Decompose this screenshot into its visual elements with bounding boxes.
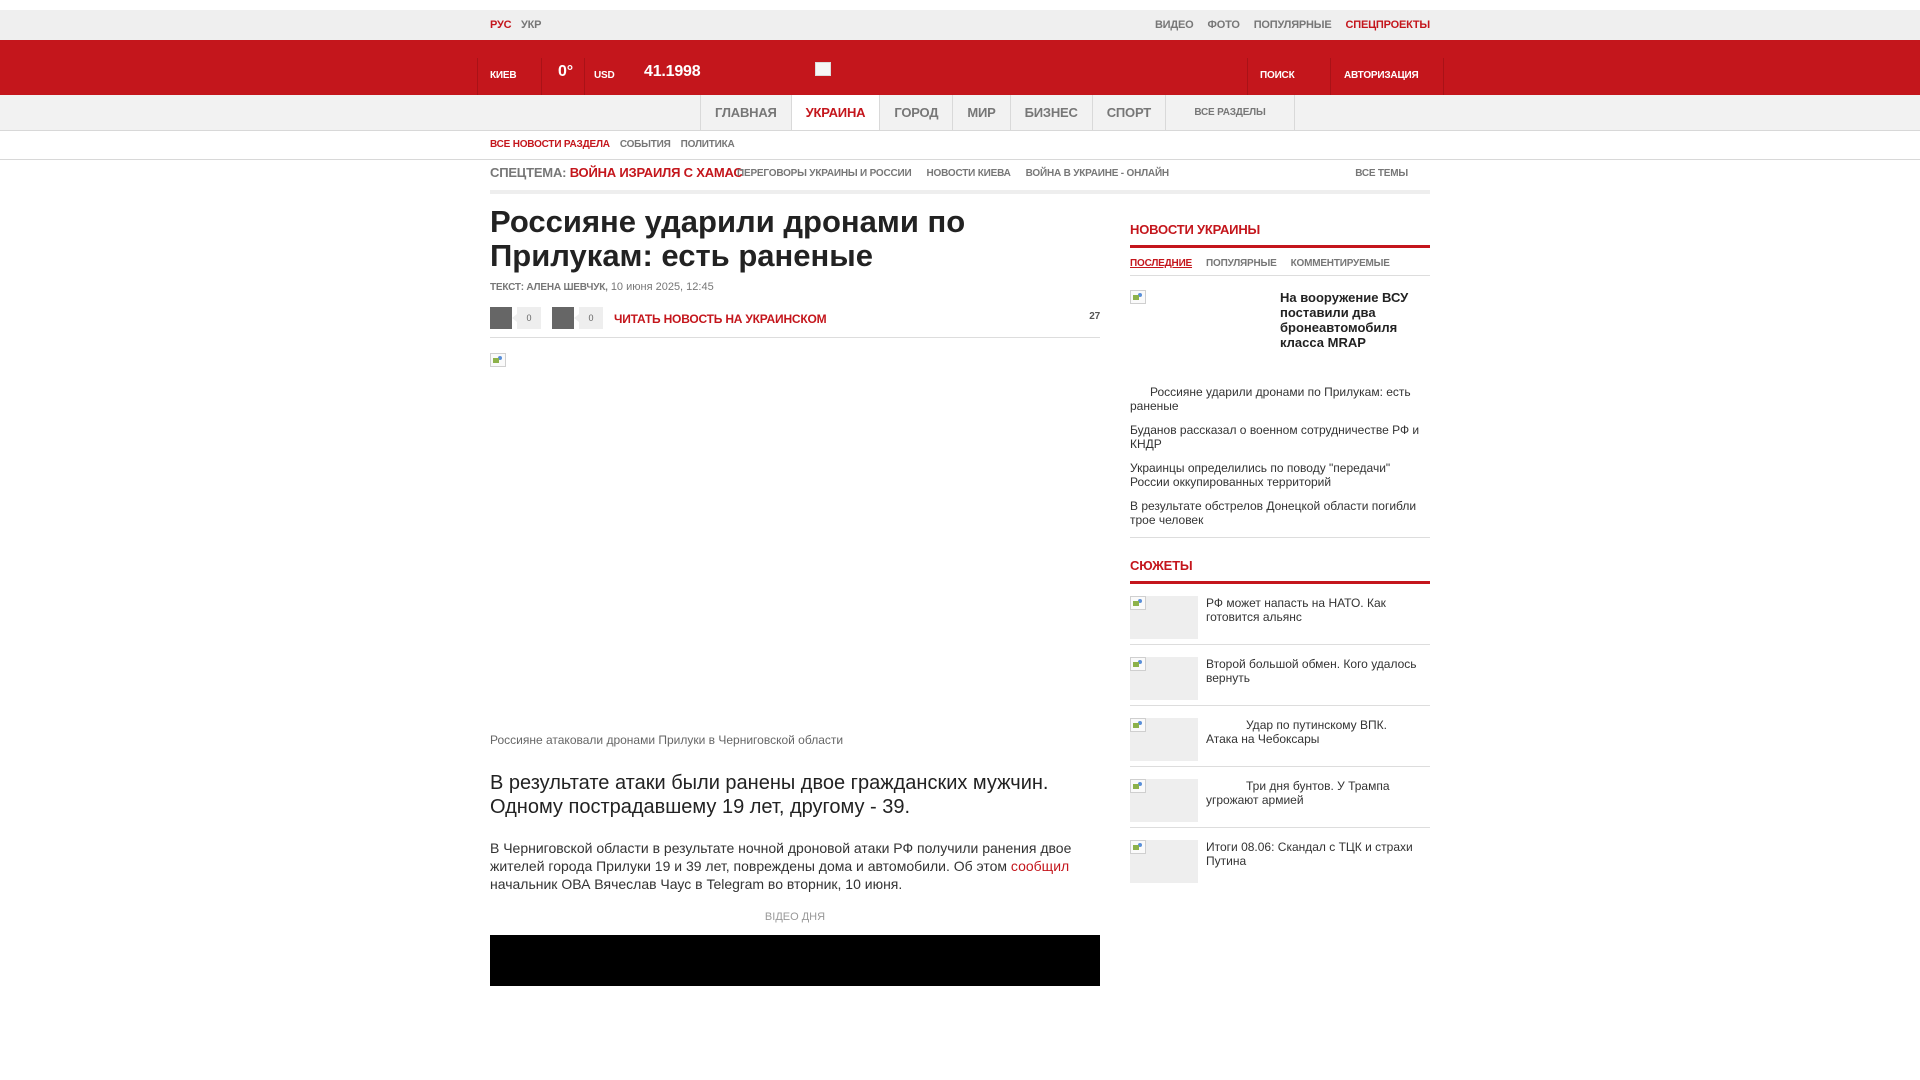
topic-link[interactable]: НОВОСТИ КИЕВА [926, 168, 1011, 179]
photo-link[interactable]: ФОТО [1207, 19, 1240, 31]
article-lead: В результате атаки были ранены двое гражданских мужчин. Одному пострадавшему 19 лет, другому - 39. [490, 772, 1049, 818]
header-divider [1330, 58, 1331, 95]
story-thumb [1130, 596, 1198, 639]
section-tabs [700, 95, 1295, 130]
stories-title[interactable]: СЮЖЕТЫ [1130, 558, 1430, 584]
image-caption: Россияне атаковали дронами Прилуки в Черниговской области [490, 733, 844, 747]
news-list [1130, 385, 1430, 527]
article-date: 10 июня 2025, 12:45 [610, 281, 714, 293]
weather-city: КИЕВ [490, 70, 517, 81]
currency-rate: 41.1998 [644, 63, 701, 80]
news-list-item[interactable]: В результате обстрелов Донецкой области погибли трое человек [1130, 499, 1417, 527]
feature-news-item[interactable] [1130, 290, 1430, 385]
broken-image-icon [1130, 596, 1146, 612]
sidebar [1130, 222, 1430, 888]
news-list-item[interactable]: Буданов рассказал о военном сотрудничестве РФ и КНДР [1130, 423, 1420, 451]
share-icon [490, 307, 512, 329]
tab-latest[interactable]: ПОСЛЕДНИЕ [1130, 258, 1193, 269]
topic-links [737, 168, 1169, 179]
share-count: 0 [517, 307, 541, 329]
share-button-2[interactable] [552, 307, 603, 329]
tab-sport[interactable]: СПОРТ [1092, 95, 1165, 130]
special-topics [490, 160, 1430, 194]
story-thumb [1130, 779, 1198, 822]
body-text: В Черниговской области в результате ночной дроновой атаки РФ получили ранения двое жителей города Прилуки 19 и 39 лет, повреждены дома и автомобили. Об этом [490, 840, 1072, 874]
news-tabs [1130, 258, 1430, 269]
story-thumb [1130, 840, 1198, 883]
story-title[interactable]: Итоги 08.06: Скандал с ТЦК и страхи Путина [1206, 840, 1413, 868]
article-author: ТЕКСТ: АЛЕНА ШЕВЧУК, [490, 282, 608, 293]
article-actions [490, 307, 1100, 338]
share-button-1[interactable] [490, 307, 541, 329]
sub-nav [0, 131, 1920, 160]
story-title[interactable]: Второй большой обмен. Кого удалось вернуть [1206, 657, 1417, 685]
broken-image-icon [1130, 290, 1146, 306]
body-text: начальник ОВА Вячеслав Чаус в Telegram во вторник, 10 июня. [490, 876, 903, 892]
story-item[interactable] [1130, 828, 1430, 888]
tab-all-sections[interactable]: ВСЕ РАЗДЕЛЫ [1165, 95, 1295, 130]
special-topic-label [490, 165, 743, 180]
share-count: 0 [579, 307, 603, 329]
ukraine-news-title[interactable]: НОВОСТИ УКРАИНЫ [1130, 222, 1430, 248]
article [490, 205, 1100, 986]
broken-image-icon [1130, 718, 1146, 734]
tab-city[interactable]: ГОРОД [879, 95, 952, 130]
header-divider [584, 58, 585, 95]
story-item[interactable] [1130, 706, 1430, 767]
story-item[interactable] [1130, 645, 1430, 706]
broken-image-icon [1130, 779, 1146, 795]
currency-label: USD [594, 70, 615, 81]
popular-link[interactable]: ПОПУЛЯРНЫЕ [1253, 19, 1332, 31]
feature-news-title[interactable]: На вооружение ВСУ поставили два бронеавтомобиля класса MRAP [1280, 290, 1409, 350]
site-logo[interactable] [815, 62, 831, 78]
video-of-day-label: ВІДЕО ДНЯ [764, 911, 826, 923]
broken-image-icon [1130, 657, 1146, 673]
special-projects-link[interactable]: СПЕЦПРОЕКТЫ [1345, 19, 1430, 31]
subnav-events[interactable]: СОБЫТИЯ [619, 139, 671, 150]
story-item[interactable] [1130, 584, 1430, 645]
topic-link[interactable]: ПЕРЕГОВОРЫ УКРАИНЫ И РОССИИ [737, 168, 912, 179]
news-list-item[interactable]: Россияне ударили дронами по Прилукам: есть раненые [1130, 385, 1411, 413]
tab-ukraine[interactable]: УКРАИНА [791, 95, 880, 130]
tab-popular[interactable]: ПОПУЛЯРНЫЕ [1206, 258, 1277, 269]
header-divider [477, 58, 478, 95]
story-item[interactable] [1130, 767, 1430, 828]
header-divider [1247, 58, 1248, 95]
lang-rus-link[interactable]: РУС [490, 19, 512, 31]
story-title[interactable]: Удар по путинскому ВПК. Атака на Чебоксары [1206, 718, 1387, 746]
auth-button[interactable]: АВТОРИЗАЦИЯ [1344, 70, 1419, 81]
top-bar [0, 10, 1920, 40]
special-topic-prefix: СПЕЦТЕМА: [490, 165, 567, 180]
tab-main[interactable]: ГЛАВНАЯ [700, 95, 791, 130]
article-body [490, 839, 1100, 893]
all-topics-link[interactable]: ВСЕ ТЕМЫ [1355, 168, 1408, 179]
story-thumb [1130, 657, 1198, 700]
article-main-image [490, 353, 1100, 733]
header-divider [1443, 58, 1444, 95]
story-title[interactable]: РФ может напасть на НАТО. Как готовится альянс [1206, 596, 1386, 624]
tab-business[interactable]: БИЗНЕС [1010, 95, 1092, 130]
story-thumb [1130, 718, 1198, 761]
video-link[interactable]: ВИДЕО [1154, 19, 1194, 31]
article-title: Россияне ударили дронами по Прилукам: есть раненые [490, 204, 966, 273]
search-button[interactable]: ПОИСК [1260, 70, 1295, 81]
header-divider [541, 58, 542, 95]
tab-commented[interactable]: КОММЕНТИРУЕМЫЕ [1290, 258, 1390, 269]
tab-world[interactable]: МИР [952, 95, 1009, 130]
special-topic-link[interactable]: ВОЙНА ИЗРАИЛЯ С ХАМАС [569, 165, 743, 180]
video-player[interactable] [490, 935, 1100, 986]
section-nav [0, 95, 1920, 131]
read-in-ukrainian-link[interactable]: ЧИТАТЬ НОВОСТЬ НА УКРАИНСКОМ [614, 312, 827, 326]
weather-temp: 0° [558, 63, 573, 80]
broken-image-icon [1130, 840, 1146, 856]
broken-image-icon [490, 353, 506, 369]
share-icon [552, 307, 574, 329]
subnav-politics[interactable]: ПОЛИТИКА [680, 139, 735, 150]
top-links [1155, 19, 1430, 31]
lang-ukr-link[interactable]: УКР [521, 19, 542, 31]
article-meta [490, 281, 1100, 293]
views-count: 27 [1089, 311, 1100, 322]
news-list-item[interactable]: Украинцы определились по поводу "передачи" России оккупированных территорий [1130, 461, 1391, 489]
topic-link[interactable]: ВОЙНА В УКРАИНЕ - ОНЛАЙН [1025, 168, 1169, 179]
sub-nav-items [490, 139, 735, 150]
subnav-all-news[interactable]: ВСЕ НОВОСТИ РАЗДЕЛА [490, 139, 610, 150]
source-link[interactable]: сообщил [1010, 858, 1070, 874]
story-title[interactable]: Три дня бунтов. У Трампа угрожают армией [1206, 779, 1390, 807]
site-header [0, 40, 1920, 95]
